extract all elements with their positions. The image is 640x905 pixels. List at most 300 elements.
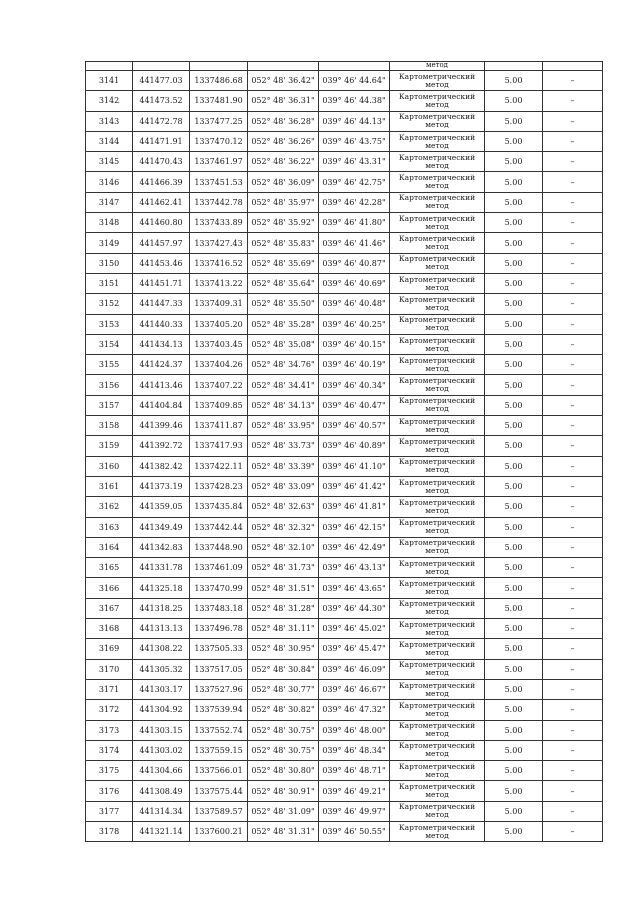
y-coordinate-cell: 1337483.18 [190, 598, 248, 618]
x-coordinate-cell: 441451.71 [133, 273, 190, 293]
note-cell: – [543, 740, 603, 760]
latitude-cell: 052° 48' 31.28" [248, 598, 319, 618]
accuracy-cell: 5.00 [485, 659, 543, 679]
method-cell: Картометрический метод [390, 740, 485, 760]
longitude-cell: 039° 46' 46.67" [319, 679, 390, 699]
fragment-cell [133, 62, 190, 71]
x-coordinate-cell: 441440.33 [133, 314, 190, 334]
x-coordinate-cell: 441304.92 [133, 700, 190, 720]
point-number-cell: 3171 [86, 679, 133, 699]
point-number-cell: 3151 [86, 273, 133, 293]
note-cell: – [543, 131, 603, 151]
x-coordinate-cell: 441453.46 [133, 253, 190, 273]
method-cell: Картометрический метод [390, 416, 485, 436]
x-coordinate-cell: 441373.19 [133, 476, 190, 496]
longitude-cell: 039° 46' 40.15" [319, 334, 390, 354]
latitude-cell: 052° 48' 35.69" [248, 253, 319, 273]
accuracy-cell: 5.00 [485, 294, 543, 314]
accuracy-cell: 5.00 [485, 801, 543, 821]
longitude-cell: 039° 46' 48.71" [319, 761, 390, 781]
x-coordinate-cell: 441349.49 [133, 517, 190, 537]
point-number-cell: 3144 [86, 131, 133, 151]
longitude-cell: 039° 46' 41.42" [319, 476, 390, 496]
x-coordinate-cell: 441308.49 [133, 781, 190, 801]
table-row [86, 659, 603, 679]
x-coordinate-cell: 441303.02 [133, 740, 190, 760]
y-coordinate-cell: 1337470.99 [190, 578, 248, 598]
latitude-cell: 052° 48' 31.51" [248, 578, 319, 598]
table-row [86, 416, 603, 436]
x-coordinate-cell: 441471.91 [133, 131, 190, 151]
accuracy-cell: 5.00 [485, 91, 543, 111]
y-coordinate-cell: 1337559.15 [190, 740, 248, 760]
method-cell: Картометрический метод [390, 355, 485, 375]
longitude-cell: 039° 46' 42.49" [319, 537, 390, 557]
latitude-cell: 052° 48' 34.76" [248, 355, 319, 375]
latitude-cell: 052° 48' 34.13" [248, 395, 319, 415]
point-number-cell: 3159 [86, 436, 133, 456]
longitude-cell: 039° 46' 42.75" [319, 172, 390, 192]
accuracy-cell: 5.00 [485, 213, 543, 233]
longitude-cell: 039° 46' 40.69" [319, 273, 390, 293]
note-cell: – [543, 395, 603, 415]
latitude-cell: 052° 48' 30.77" [248, 679, 319, 699]
accuracy-cell: 5.00 [485, 395, 543, 415]
point-number-cell: 3147 [86, 192, 133, 212]
latitude-cell: 052° 48' 30.91" [248, 781, 319, 801]
note-cell: – [543, 152, 603, 172]
note-cell: – [543, 111, 603, 131]
longitude-cell: 039° 46' 47.32" [319, 700, 390, 720]
accuracy-cell: 5.00 [485, 456, 543, 476]
note-cell: – [543, 821, 603, 841]
method-cell: Картометрический метод [390, 497, 485, 517]
y-coordinate-cell: 1337470.12 [190, 131, 248, 151]
accuracy-cell: 5.00 [485, 192, 543, 212]
y-coordinate-cell: 1337486.68 [190, 71, 248, 91]
note-cell: – [543, 619, 603, 639]
accuracy-cell: 5.00 [485, 273, 543, 293]
note-cell: – [543, 172, 603, 192]
accuracy-cell: 5.00 [485, 639, 543, 659]
point-number-cell: 3161 [86, 476, 133, 496]
method-cell: Картометрический метод [390, 619, 485, 639]
method-cell: Картометрический метод [390, 679, 485, 699]
method-cell: Картометрический метод [390, 700, 485, 720]
y-coordinate-cell: 1337477.25 [190, 111, 248, 131]
accuracy-cell: 5.00 [485, 537, 543, 557]
latitude-cell: 052° 48' 30.95" [248, 639, 319, 659]
longitude-cell: 039° 46' 45.02" [319, 619, 390, 639]
latitude-cell: 052° 48' 35.50" [248, 294, 319, 314]
x-coordinate-cell: 441325.18 [133, 578, 190, 598]
table-row [86, 172, 603, 192]
table-row [86, 497, 603, 517]
latitude-cell: 052° 48' 36.26" [248, 131, 319, 151]
method-cell: Картометрический метод [390, 314, 485, 334]
x-coordinate-cell: 441308.22 [133, 639, 190, 659]
accuracy-cell: 5.00 [485, 71, 543, 91]
method-cell: Картометрический метод [390, 456, 485, 476]
point-number-cell: 3165 [86, 558, 133, 578]
y-coordinate-cell: 1337428.23 [190, 476, 248, 496]
note-cell: – [543, 91, 603, 111]
latitude-cell: 052° 48' 30.75" [248, 740, 319, 760]
latitude-cell: 052° 48' 35.83" [248, 233, 319, 253]
accuracy-cell: 5.00 [485, 111, 543, 131]
accuracy-cell: 5.00 [485, 598, 543, 618]
method-cell: Картометрический метод [390, 801, 485, 821]
longitude-cell: 039° 46' 40.87" [319, 253, 390, 273]
note-cell: – [543, 497, 603, 517]
accuracy-cell: 5.00 [485, 781, 543, 801]
x-coordinate-cell: 441331.78 [133, 558, 190, 578]
method-cell: Картометрический метод [390, 213, 485, 233]
note-cell: – [543, 314, 603, 334]
y-coordinate-cell: 1337442.44 [190, 517, 248, 537]
method-cell: Картометрический метод [390, 111, 485, 131]
longitude-cell: 039° 46' 49.21" [319, 781, 390, 801]
point-number-cell: 3162 [86, 497, 133, 517]
accuracy-cell: 5.00 [485, 233, 543, 253]
longitude-cell: 039° 46' 45.47" [319, 639, 390, 659]
y-coordinate-cell: 1337435.84 [190, 497, 248, 517]
latitude-cell: 052° 48' 35.97" [248, 192, 319, 212]
fragment-cell [543, 62, 603, 71]
table-row [86, 436, 603, 456]
x-coordinate-cell: 441447.33 [133, 294, 190, 314]
y-coordinate-cell: 1337461.09 [190, 558, 248, 578]
longitude-cell: 039° 46' 44.64" [319, 71, 390, 91]
point-number-cell: 3160 [86, 456, 133, 476]
method-cell: Картометрический метод [390, 517, 485, 537]
y-coordinate-cell: 1337517.05 [190, 659, 248, 679]
latitude-cell: 052° 48' 36.09" [248, 172, 319, 192]
x-coordinate-cell: 441470.43 [133, 152, 190, 172]
longitude-cell: 039° 46' 44.13" [319, 111, 390, 131]
fragment-cell [485, 62, 543, 71]
accuracy-cell: 5.00 [485, 152, 543, 172]
accuracy-cell: 5.00 [485, 619, 543, 639]
y-coordinate-cell: 1337409.85 [190, 395, 248, 415]
accuracy-cell: 5.00 [485, 497, 543, 517]
point-number-cell: 3145 [86, 152, 133, 172]
y-coordinate-cell: 1337403.45 [190, 334, 248, 354]
method-cell: Картометрический метод [390, 720, 485, 740]
table-row [86, 91, 603, 111]
y-coordinate-cell: 1337422.11 [190, 456, 248, 476]
latitude-cell: 052° 48' 32.63" [248, 497, 319, 517]
y-coordinate-cell: 1337539.94 [190, 700, 248, 720]
x-coordinate-cell: 441359.05 [133, 497, 190, 517]
accuracy-cell: 5.00 [485, 761, 543, 781]
point-number-cell: 3173 [86, 720, 133, 740]
longitude-cell: 039° 46' 40.19" [319, 355, 390, 375]
accuracy-cell: 5.00 [485, 740, 543, 760]
table-row [86, 131, 603, 151]
latitude-cell: 052° 48' 31.09" [248, 801, 319, 821]
longitude-cell: 039° 46' 43.13" [319, 558, 390, 578]
point-number-cell: 3141 [86, 71, 133, 91]
point-number-cell: 3153 [86, 314, 133, 334]
note-cell: – [543, 192, 603, 212]
method-cell: Картометрический метод [390, 253, 485, 273]
accuracy-cell: 5.00 [485, 476, 543, 496]
longitude-cell: 039° 46' 40.48" [319, 294, 390, 314]
x-coordinate-cell: 441466.39 [133, 172, 190, 192]
longitude-cell: 039° 46' 49.97" [319, 801, 390, 821]
y-coordinate-cell: 1337505.33 [190, 639, 248, 659]
note-cell: – [543, 355, 603, 375]
latitude-cell: 052° 48' 35.28" [248, 314, 319, 334]
point-number-cell: 3154 [86, 334, 133, 354]
fragment-cell: метод [390, 62, 485, 71]
table-body [86, 62, 603, 842]
point-number-cell: 3163 [86, 517, 133, 537]
table-row [86, 111, 603, 131]
y-coordinate-cell: 1337433.89 [190, 213, 248, 233]
longitude-cell: 039° 46' 46.09" [319, 659, 390, 679]
y-coordinate-cell: 1337600.21 [190, 821, 248, 841]
x-coordinate-cell: 441434.13 [133, 334, 190, 354]
point-number-cell: 3178 [86, 821, 133, 841]
longitude-cell: 039° 46' 48.00" [319, 720, 390, 740]
table-row [86, 233, 603, 253]
latitude-cell: 052° 48' 35.64" [248, 273, 319, 293]
method-cell: Картометрический метод [390, 436, 485, 456]
method-cell: Картометрический метод [390, 273, 485, 293]
accuracy-cell: 5.00 [485, 172, 543, 192]
method-cell: Картометрический метод [390, 233, 485, 253]
note-cell: – [543, 781, 603, 801]
x-coordinate-cell: 441399.46 [133, 416, 190, 436]
accuracy-cell: 5.00 [485, 436, 543, 456]
point-number-cell: 3174 [86, 740, 133, 760]
x-coordinate-cell: 441462.41 [133, 192, 190, 212]
latitude-cell: 052° 48' 36.22" [248, 152, 319, 172]
note-cell: – [543, 436, 603, 456]
y-coordinate-cell: 1337407.22 [190, 375, 248, 395]
x-coordinate-cell: 441303.15 [133, 720, 190, 740]
longitude-cell: 039° 46' 40.57" [319, 416, 390, 436]
table-row [86, 294, 603, 314]
longitude-cell: 039° 46' 44.38" [319, 91, 390, 111]
note-cell: – [543, 517, 603, 537]
accuracy-cell: 5.00 [485, 821, 543, 841]
x-coordinate-cell: 441342.83 [133, 537, 190, 557]
x-coordinate-cell: 441303.17 [133, 679, 190, 699]
table-row [86, 578, 603, 598]
note-cell: – [543, 700, 603, 720]
point-number-cell: 3176 [86, 781, 133, 801]
method-cell: Картометрический метод [390, 192, 485, 212]
table-row [86, 314, 603, 334]
table-row [86, 273, 603, 293]
y-coordinate-cell: 1337442.78 [190, 192, 248, 212]
table-row [86, 619, 603, 639]
accuracy-cell: 5.00 [485, 700, 543, 720]
accuracy-cell: 5.00 [485, 253, 543, 273]
table-row [86, 761, 603, 781]
latitude-cell: 052° 48' 30.84" [248, 659, 319, 679]
latitude-cell: 052° 48' 32.10" [248, 537, 319, 557]
longitude-cell: 039° 46' 41.80" [319, 213, 390, 233]
accuracy-cell: 5.00 [485, 314, 543, 334]
x-coordinate-cell: 441304.66 [133, 761, 190, 781]
x-coordinate-cell: 441318.25 [133, 598, 190, 618]
accuracy-cell: 5.00 [485, 517, 543, 537]
method-cell: Картометрический метод [390, 91, 485, 111]
latitude-cell: 052° 48' 31.11" [248, 619, 319, 639]
table-row [86, 253, 603, 273]
note-cell: – [543, 537, 603, 557]
table-row [86, 192, 603, 212]
table-row [86, 821, 603, 841]
latitude-cell: 052° 48' 33.95" [248, 416, 319, 436]
fragment-cell [86, 62, 133, 71]
longitude-cell: 039° 46' 43.75" [319, 131, 390, 151]
y-coordinate-cell: 1337552.74 [190, 720, 248, 740]
y-coordinate-cell: 1337481.90 [190, 91, 248, 111]
method-cell: Картометрический метод [390, 558, 485, 578]
longitude-cell: 039° 46' 43.31" [319, 152, 390, 172]
x-coordinate-cell: 441413.46 [133, 375, 190, 395]
latitude-cell: 052° 48' 31.73" [248, 558, 319, 578]
table-row [86, 152, 603, 172]
y-coordinate-cell: 1337404.26 [190, 355, 248, 375]
x-coordinate-cell: 441314.34 [133, 801, 190, 821]
point-number-cell: 3164 [86, 537, 133, 557]
note-cell: – [543, 558, 603, 578]
longitude-cell: 039° 46' 40.25" [319, 314, 390, 334]
x-coordinate-cell: 441473.52 [133, 91, 190, 111]
note-cell: – [543, 639, 603, 659]
table-row [86, 213, 603, 233]
table-row [86, 740, 603, 760]
note-cell: – [543, 273, 603, 293]
note-cell: – [543, 761, 603, 781]
table-row [86, 355, 603, 375]
point-number-cell: 3148 [86, 213, 133, 233]
note-cell: – [543, 476, 603, 496]
method-cell: Картометрический метод [390, 375, 485, 395]
note-cell: – [543, 375, 603, 395]
longitude-cell: 039° 46' 40.34" [319, 375, 390, 395]
longitude-cell: 039° 46' 40.89" [319, 436, 390, 456]
note-cell: – [543, 598, 603, 618]
latitude-cell: 052° 48' 33.39" [248, 456, 319, 476]
point-number-cell: 3166 [86, 578, 133, 598]
method-cell: Картометрический метод [390, 172, 485, 192]
x-coordinate-cell: 441472.78 [133, 111, 190, 131]
coordinates-table [85, 61, 603, 842]
latitude-cell: 052° 48' 34.41" [248, 375, 319, 395]
method-cell: Картометрический метод [390, 659, 485, 679]
longitude-cell: 039° 46' 43.65" [319, 578, 390, 598]
x-coordinate-cell: 441477.03 [133, 71, 190, 91]
x-coordinate-cell: 441460.80 [133, 213, 190, 233]
table-row [86, 517, 603, 537]
y-coordinate-cell: 1337405.20 [190, 314, 248, 334]
method-cell: Картометрический метод [390, 334, 485, 354]
point-number-cell: 3143 [86, 111, 133, 131]
method-cell: Картометрический метод [390, 821, 485, 841]
latitude-cell: 052° 48' 30.82" [248, 700, 319, 720]
latitude-cell: 052° 48' 33.73" [248, 436, 319, 456]
note-cell: – [543, 334, 603, 354]
table-row [86, 476, 603, 496]
method-cell: Картометрический метод [390, 395, 485, 415]
y-coordinate-cell: 1337527.96 [190, 679, 248, 699]
latitude-cell: 052° 48' 31.31" [248, 821, 319, 841]
point-number-cell: 3158 [86, 416, 133, 436]
accuracy-cell: 5.00 [485, 334, 543, 354]
note-cell: – [543, 659, 603, 679]
point-number-cell: 3170 [86, 659, 133, 679]
point-number-cell: 3169 [86, 639, 133, 659]
x-coordinate-cell: 441392.72 [133, 436, 190, 456]
y-coordinate-cell: 1337413.22 [190, 273, 248, 293]
table-row [86, 720, 603, 740]
point-number-cell: 3155 [86, 355, 133, 375]
latitude-cell: 052° 48' 35.08" [248, 334, 319, 354]
x-coordinate-cell: 441305.32 [133, 659, 190, 679]
y-coordinate-cell: 1337409.31 [190, 294, 248, 314]
latitude-cell: 052° 48' 36.28" [248, 111, 319, 131]
accuracy-cell: 5.00 [485, 558, 543, 578]
table-row [86, 334, 603, 354]
table-row [86, 537, 603, 557]
accuracy-cell: 5.00 [485, 355, 543, 375]
method-cell: Картометрический метод [390, 537, 485, 557]
longitude-cell: 039° 46' 44.30" [319, 598, 390, 618]
note-cell: – [543, 213, 603, 233]
note-cell: – [543, 720, 603, 740]
longitude-cell: 039° 46' 42.15" [319, 517, 390, 537]
note-cell: – [543, 456, 603, 476]
x-coordinate-cell: 441457.97 [133, 233, 190, 253]
note-cell: – [543, 71, 603, 91]
point-number-cell: 3177 [86, 801, 133, 821]
point-number-cell: 3175 [86, 761, 133, 781]
accuracy-cell: 5.00 [485, 720, 543, 740]
table-row [86, 71, 603, 91]
latitude-cell: 052° 48' 32.32" [248, 517, 319, 537]
method-cell: Картометрический метод [390, 781, 485, 801]
point-number-cell: 3156 [86, 375, 133, 395]
note-cell: – [543, 679, 603, 699]
note-cell: – [543, 233, 603, 253]
latitude-cell: 052° 48' 30.75" [248, 720, 319, 740]
point-number-cell: 3167 [86, 598, 133, 618]
table-row [86, 598, 603, 618]
table-row [86, 801, 603, 821]
y-coordinate-cell: 1337411.87 [190, 416, 248, 436]
y-coordinate-cell: 1337461.97 [190, 152, 248, 172]
method-cell: Картометрический метод [390, 761, 485, 781]
longitude-cell: 039° 46' 50.55" [319, 821, 390, 841]
y-coordinate-cell: 1337416.52 [190, 253, 248, 273]
latitude-cell: 052° 48' 36.42" [248, 71, 319, 91]
y-coordinate-cell: 1337451.53 [190, 172, 248, 192]
x-coordinate-cell: 441404.84 [133, 395, 190, 415]
method-cell: Картометрический метод [390, 294, 485, 314]
y-coordinate-cell: 1337575.44 [190, 781, 248, 801]
y-coordinate-cell: 1337566.01 [190, 761, 248, 781]
y-coordinate-cell: 1337589.57 [190, 801, 248, 821]
fragment-cell [190, 62, 248, 71]
longitude-cell: 039° 46' 41.81" [319, 497, 390, 517]
